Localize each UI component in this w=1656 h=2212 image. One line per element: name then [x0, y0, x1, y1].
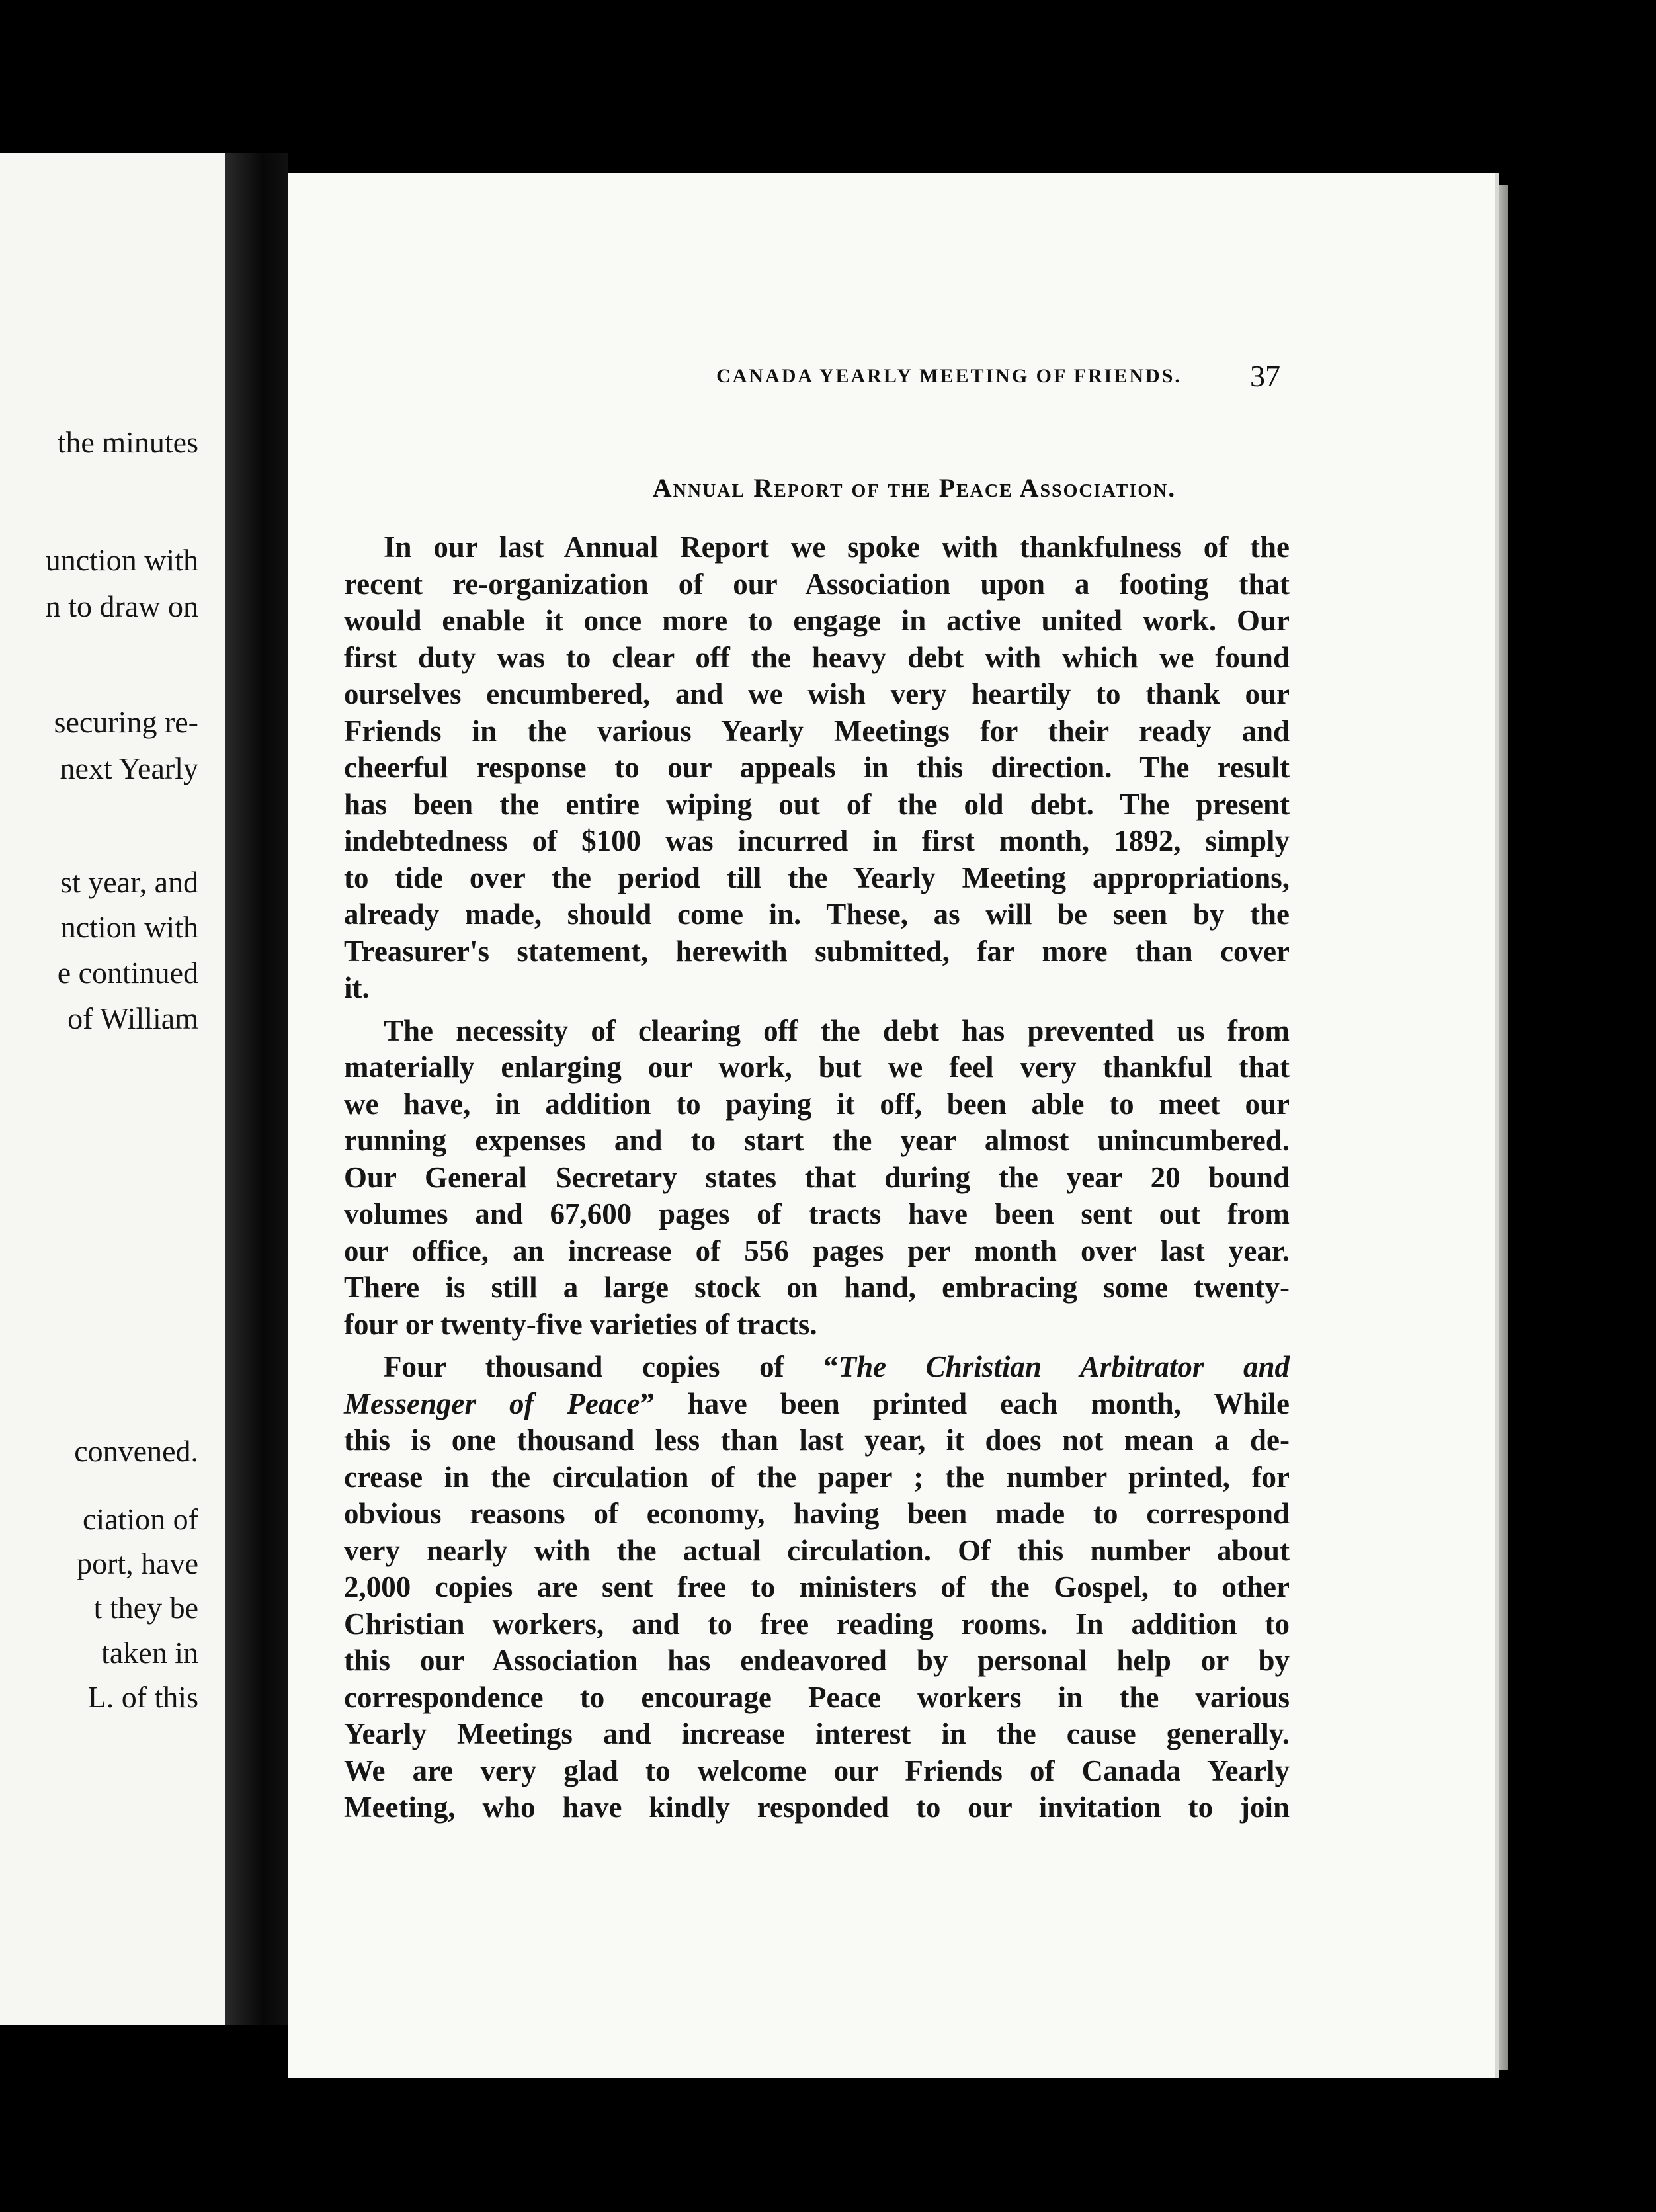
left-text-line: convened.	[74, 1434, 198, 1468]
left-text-line: securing re-	[54, 705, 198, 739]
text-line: obvious reasons of economy, having been made to correspond	[344, 1497, 1290, 1530]
left-text-line: e continued	[57, 956, 198, 990]
left-text-line: taken in	[101, 1636, 198, 1670]
paragraph-1	[344, 529, 1290, 1007]
text-line	[344, 1349, 1290, 1386]
left-text-line: st year, and	[60, 865, 198, 899]
text-line: cheerful response to our appeals in this direction. The result	[344, 751, 1290, 784]
text-line: Our General Secretary states that during the year 20 bound	[344, 1160, 1290, 1194]
text-line: this is one thousand less than last year, it does not mean a de-	[344, 1424, 1290, 1457]
paragraph-3	[344, 1349, 1290, 1826]
text-line: There is still a large stock on hand, embracing some twenty-	[344, 1271, 1290, 1304]
text-line: Friends in the various Yearly Meetings for their ready and	[344, 714, 1290, 747]
text-line: has been the entire wiping out of the old debt. The present	[344, 787, 1290, 821]
body-text	[344, 529, 1290, 1832]
text-line: volumes and 67,600 pages of tracts have been sent out from	[344, 1197, 1290, 1230]
text-line: recent re-organization of our Association upon a footing that	[344, 567, 1290, 601]
book-page	[288, 173, 1495, 2078]
text-line: very nearly with the actual circulation. Of this number about	[344, 1533, 1290, 1567]
text-line: first duty was to clear off the heavy debt with which we found	[344, 640, 1290, 674]
text-line: Meeting, who have kindly responded to our invitation to join	[344, 1791, 1290, 1824]
page-edge	[1493, 185, 1508, 2070]
text-run: ” have been printed each month, While	[640, 1386, 1290, 1420]
text-line: our office, an increase of 556 pages per month over last year.	[344, 1234, 1290, 1267]
text-line: 2,000 copies are sent free to ministers of the Gospel, to other	[344, 1570, 1290, 1603]
periodical-title: Messenger of Peace	[344, 1386, 640, 1420]
periodical-title: The Christian Arbitrator and	[838, 1350, 1290, 1383]
text-line: We are very glad to welcome our Friends of Canada Yearly	[344, 1754, 1290, 1787]
left-text-line: unction with	[45, 543, 198, 577]
running-head: CANADA YEARLY MEETING OF FRIENDS.	[716, 365, 1182, 387]
text-line: to tide over the period till the Yearly Meeting appropriations,	[344, 861, 1290, 894]
page-number: 37	[1250, 359, 1280, 393]
text-line: this our Association has endeavored by personal help or by	[344, 1644, 1290, 1677]
text-line: would enable it once more to engage in active united work. Our	[344, 604, 1290, 637]
text-line	[344, 1386, 1290, 1423]
text-line: Yearly Meetings and increase interest in the cause generally.	[344, 1717, 1290, 1750]
text-run: Four thousand copies of “	[384, 1350, 839, 1383]
text-line: crease in the circulation of the paper ; the number printed, for	[344, 1460, 1290, 1494]
text-line: indebtedness of $100 was incurred in first month, 1892, simply	[344, 824, 1290, 857]
left-text-line: ciation of	[83, 1502, 198, 1536]
left-text-line: L. of this	[87, 1680, 198, 1714]
text-line: four or twenty-five varieties of tracts.	[344, 1307, 817, 1341]
left-text-line: next Yearly	[60, 751, 198, 785]
left-text-line: t they be	[93, 1591, 198, 1625]
text-line: Treasurer's statement, herewith submitted, far more than cover	[344, 934, 1290, 968]
text-line: In our last Annual Report we spoke with thankfulness of the	[384, 531, 1290, 564]
previous-page-fragment	[0, 153, 225, 2025]
left-text-line: n to draw on	[45, 589, 198, 623]
text-line: materially enlarging our work, but we feel very thankful that	[344, 1050, 1290, 1084]
text-line: The necessity of clearing off the debt has prevented us from	[384, 1013, 1290, 1047]
left-text-line: nction with	[60, 910, 198, 944]
text-line: it.	[344, 971, 370, 1004]
text-line: running expenses and to start the year almost unincumbered.	[344, 1124, 1290, 1157]
text-line: Christian workers, and to free reading rooms. In addition to	[344, 1607, 1290, 1640]
section-title: Annual Report of the Peace Association.	[652, 473, 1177, 503]
paragraph-2	[344, 1013, 1290, 1343]
left-text-line: the minutes	[57, 425, 198, 459]
left-text-line: port, have	[77, 1547, 198, 1580]
text-line: correspondence to encourage Peace workers in the various	[344, 1680, 1290, 1714]
text-line: we have, in addition to paying it off, been able to meet our	[344, 1087, 1290, 1121]
text-line: ourselves encumbered, and we wish very heartily to thank our	[344, 677, 1290, 710]
left-text-line: of William	[67, 1001, 198, 1035]
text-line: already made, should come in. These, as will be seen by the	[344, 898, 1290, 931]
book-gutter	[225, 153, 288, 2025]
